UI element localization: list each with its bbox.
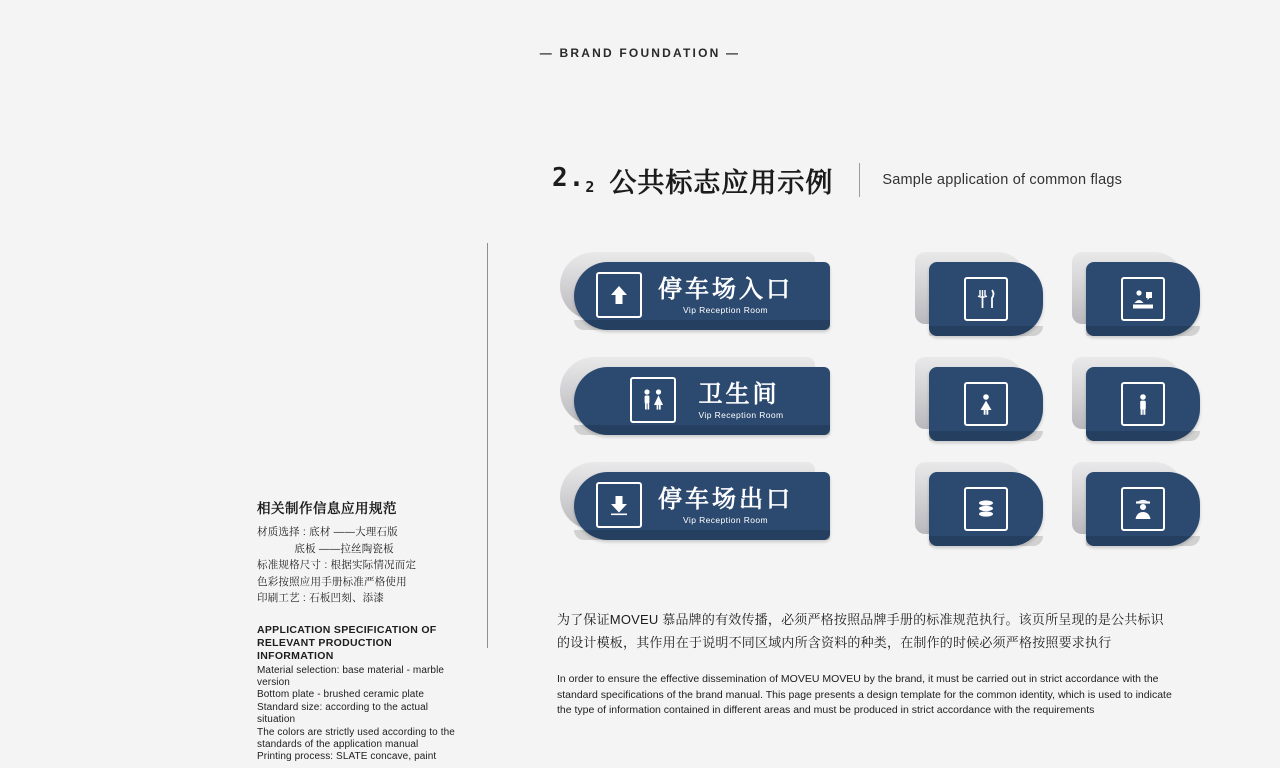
sign-restroom: [560, 357, 830, 435]
sign-labels: [658, 486, 793, 525]
signage-gallery: [560, 252, 1200, 572]
restroom-male-female-icon: [630, 377, 676, 423]
information-desk-icon: [1121, 277, 1165, 321]
spec-en-line: Standard size: according to the actual situation: [257, 701, 429, 726]
spec-heading-en-line1: APPLICATION SPECIFICATION OF: [257, 623, 437, 636]
restroom-male-icon: [1121, 382, 1165, 426]
sign-label-en: Vip Reception Room: [682, 514, 768, 525]
sign-content: [596, 272, 818, 318]
sign-label-cn: 卫生间: [698, 380, 780, 408]
sign-label-en: Vip Reception Room: [698, 409, 784, 420]
spec-heading-cn: 相关制作信息应用规范: [257, 501, 397, 516]
section-title: [552, 160, 1122, 200]
spec-cn-line: 底板 ——拉丝陶瓷板: [257, 542, 394, 555]
sign-faceplate: [574, 262, 830, 330]
sign-information-desk: [1072, 252, 1200, 336]
spec-en-line: Bottom plate - brushed ceramic plate: [257, 689, 425, 701]
section-number: $2._2$: [552, 163, 596, 197]
vertical-rule: [487, 243, 488, 648]
spec-en-line: The colors are strictly used according to the: [257, 726, 455, 738]
spec-cn-line: 色彩按照应用手册标准严格使用: [257, 575, 407, 588]
sign-cashier: [915, 462, 1043, 546]
spec-en-line: Material selection: base material - marble version: [257, 664, 445, 688]
spec-cn-line: 印刷工艺 : 石板凹刻、添漆: [257, 592, 385, 604]
parking-entrance-arrow-up-icon: [596, 272, 642, 318]
spec-en-line: Printing process: SLATE concave, paint: [257, 751, 437, 763]
sign-restroom-female: [915, 357, 1043, 441]
security-officer-icon: [1121, 487, 1165, 531]
page-header: — BRAND FOUNDATION —: [539, 46, 741, 60]
spec-en-line: standards of the application manual: [257, 738, 419, 750]
bottom-paragraph-cn: 为了保证MOVEU 慕品牌的有效传播，必须严格按照品牌手册的标准规范执行。该页所呈现的是公共标识的设计模板，其作用在于说明不同区域内所含资料的种类，在制作的时候必须严格按照要求执行: [557, 612, 1164, 650]
spec-cn-line: 材质选择 : 底材 ——大理石版: [257, 526, 398, 538]
sign-labels: [698, 381, 783, 420]
cashier-coins-icon: [964, 487, 1008, 531]
sign-parking-exit: [560, 462, 830, 540]
section-title-cn: 公共标志应用示例: [609, 167, 834, 198]
restroom-female-icon: [964, 382, 1008, 426]
sign-content: [596, 482, 818, 528]
sign-content: [596, 377, 818, 423]
restaurant-fork-knife-icon: [964, 277, 1008, 321]
production-spec-block: [257, 497, 457, 764]
sign-label-cn: 停车场出口: [658, 485, 793, 513]
sign-faceplate: [1086, 472, 1200, 546]
sign-faceplate: [1086, 367, 1200, 441]
spec-heading-en: [257, 624, 457, 663]
sign-label-cn: 停车场入口: [658, 275, 793, 303]
sign-faceplate: [574, 472, 830, 540]
sign-label-en: Vip Reception Room: [682, 304, 768, 315]
sign-labels: [658, 276, 793, 315]
sign-restroom-male: [1072, 357, 1200, 441]
bottom-description: [557, 608, 1177, 719]
parking-exit-arrow-down-icon: [596, 482, 642, 528]
bottom-paragraph-en: In order to ensure the effective dissemination of MOVEU MOVEU by the brand, it must be carried out in strict accordance with the standard specifications of the brand manual. This page presents a design template for the common identity, which is used to indicate the type of information contained in different areas and must be produced in strict accordance with the requirements: [557, 673, 1172, 716]
sign-security: [1072, 462, 1200, 546]
sign-parking-entrance: [560, 252, 830, 330]
sign-faceplate: [574, 367, 830, 435]
title-divider: [859, 163, 860, 197]
section-title-en: Sample application of common flags: [882, 172, 1123, 188]
spec-heading-en-line2: RELEVANT PRODUCTION INFORMATION: [257, 636, 393, 662]
spec-cn-line: 标准规格尺寸 : 根据实际情况而定: [257, 559, 417, 571]
sign-faceplate: [929, 262, 1043, 336]
sign-faceplate: [929, 367, 1043, 441]
sign-restaurant: [915, 252, 1043, 336]
sign-faceplate: [1086, 262, 1200, 336]
sign-faceplate: [929, 472, 1043, 546]
